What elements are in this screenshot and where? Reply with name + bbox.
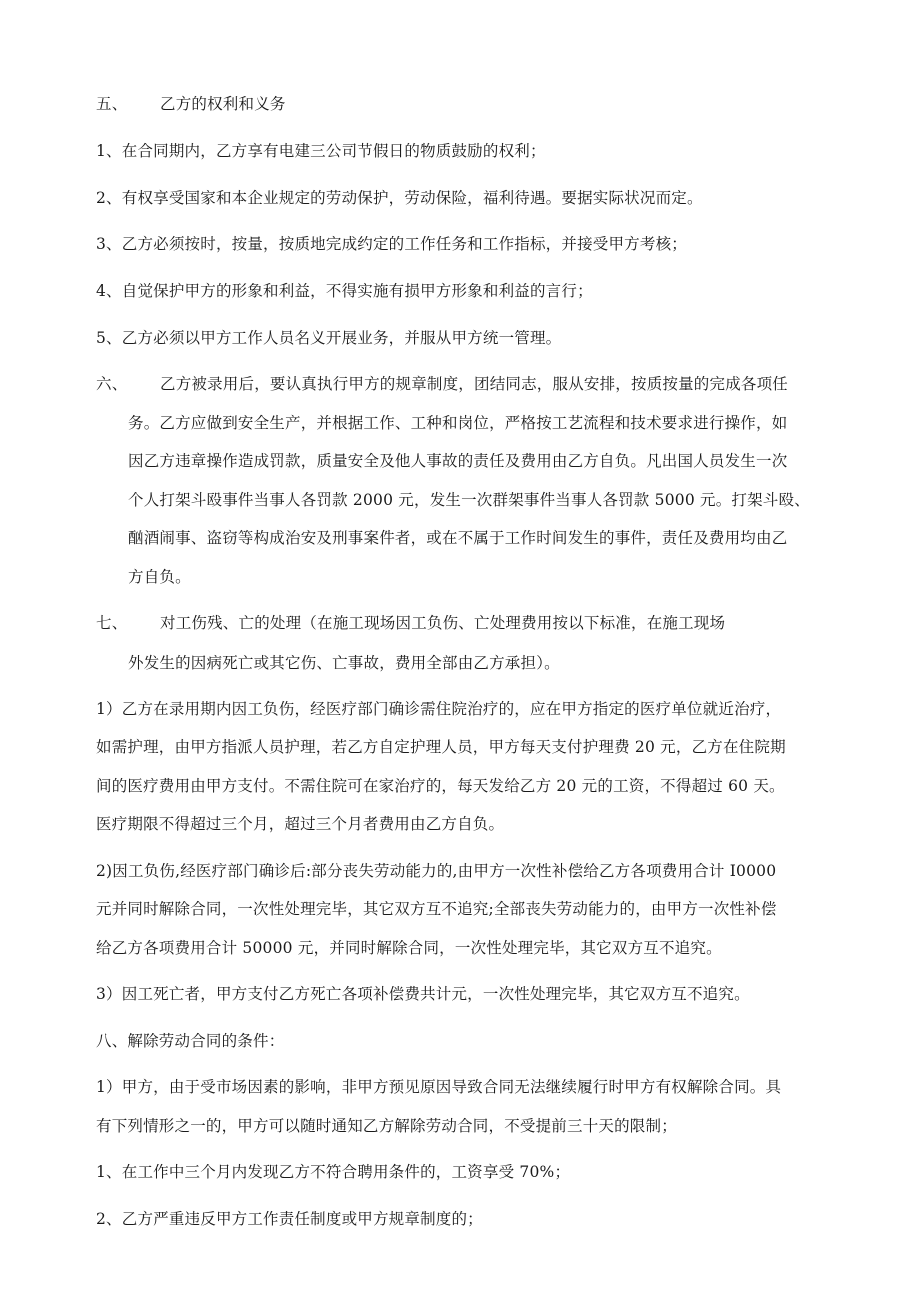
section-5-item-3: 3、乙方必须按时，按量，按质地完成约定的工作任务和工作指标，并接受甲方考核； (96, 235, 687, 253)
section-6-line-3: 因乙方违章操作造成罚款，质量安全及他人事故的责任及费用由乙方自负。凡出国人员发生一次 (128, 452, 788, 470)
section-7-line-2: 外发生的因病死亡或其它伤、亡事故，费用全部由乙方承担）。 (128, 654, 560, 672)
section-5-number: 五、 (96, 95, 128, 113)
section-5-item-1: 1、在合同期内，乙方享有电建三公司节假日的物质鼓励的权利； (96, 142, 546, 160)
section-7-item-3: 3）因工死亡者，甲方支付乙方死亡各项补偿费共计元，一次性处理完毕，其它双方互不追究。 (96, 985, 750, 1003)
section-6-line-2: 务。乙方应做到安全生产，并根据工作、工种和岗位，严格按工艺流程和技术要求进行操作，如 (128, 414, 788, 432)
section-6-line-1: 乙方被录用后，要认真执行甲方的规章制度，团结同志，服从安排，按质按量的完成各项任 (160, 375, 789, 393)
section-7-line-1: 对工伤残、亡的处理（在施工现场因工负伤、亡处理费用按以下标准，在施工现场 (160, 614, 726, 632)
section-7-item-2-line-1: 2)因工负伤,经医疗部门确诊后:部分丧失劳动能力的,由甲方一次性补偿给乙方各项费用合计 I0000 (96, 862, 777, 880)
section-7-item-1-line-4: 医疗期限不得超过三个月，超过三个月者费用由乙方自负。 (96, 815, 505, 833)
section-7-number: 七、 (96, 614, 128, 632)
section-6-number: 六、 (96, 375, 128, 393)
section-8-heading: 八、解除劳动合同的条件： (96, 1032, 285, 1050)
section-5-heading (96, 94, 286, 114)
section-6-line-6: 方自负。 (128, 568, 191, 586)
section-6-line-5: 酗酒闹事、盗窃等构成治安及刑事案件者，或在不属于工作时间发生的事件，责任及费用均由乙 (128, 529, 788, 547)
section-7-item-2-line-2: 元并同时解除合同，一次性处理完毕，其它双方互不追究;全部丧失劳动能力的，由甲方一次性补偿 (96, 900, 777, 918)
section-7-heading (96, 613, 725, 633)
section-7-item-1-line-3: 间的医疗费用由甲方支付。不需住院可在家治疗的，每天发给乙方 20 元的工资，不得超过 60 天。 (96, 777, 785, 795)
section-5-item-4: 4、自觉保护甲方的形象和利益，不得实施有损甲方形象和利益的言行； (96, 282, 593, 300)
section-8-intro-line-2: 有下列情形之一的，甲方可以随时通知乙方解除劳动合同，不受提前三十天的限制； (96, 1117, 677, 1135)
section-8-item-2: 2、乙方严重违反甲方工作责任制度或甲方规章制度的； (96, 1210, 483, 1228)
section-5-item-2: 2、有权享受国家和本企业规定的劳动保护，劳动保险，福利待遇。要据实际状况而定。 (96, 189, 703, 207)
section-8-item-1: 1、在工作中三个月内发现乙方不符合聘用条件的，工资享受 70%； (96, 1163, 571, 1181)
section-5-item-5: 5、乙方必须以甲方工作人员名义开展业务，并服从甲方统一管理。 (96, 329, 562, 347)
section-8-intro-line-1: 1）甲方，由于受市场因素的影响，非甲方预见原因导致合同无法继续履行时甲方有权解除合同。具 (96, 1078, 782, 1096)
section-5-title: 乙方的权利和义务 (160, 95, 286, 113)
section-7-item-1-line-1: 1）乙方在录用期内因工负伤，经医疗部门确诊需住院治疗的，应在甲方指定的医疗单位就近治疗， (96, 700, 782, 718)
section-7-item-1-line-2: 如需护理，由甲方指派人员护理，若乙方自定护理人员，甲方每天支付护理费 20 元，乙方在住院期 (96, 738, 786, 756)
section-6-heading (96, 374, 788, 394)
section-6-line-4: 个人打架斗殴事件当事人各罚款 2000 元，发生一次群架事件当事人各罚款 5000 元。打架斗殴、 (128, 491, 810, 509)
section-7-item-2-line-3: 给乙方各项费用合计 50000 元，并同时解除合同，一次性处理完毕，其它双方互不追究。 (96, 939, 722, 957)
